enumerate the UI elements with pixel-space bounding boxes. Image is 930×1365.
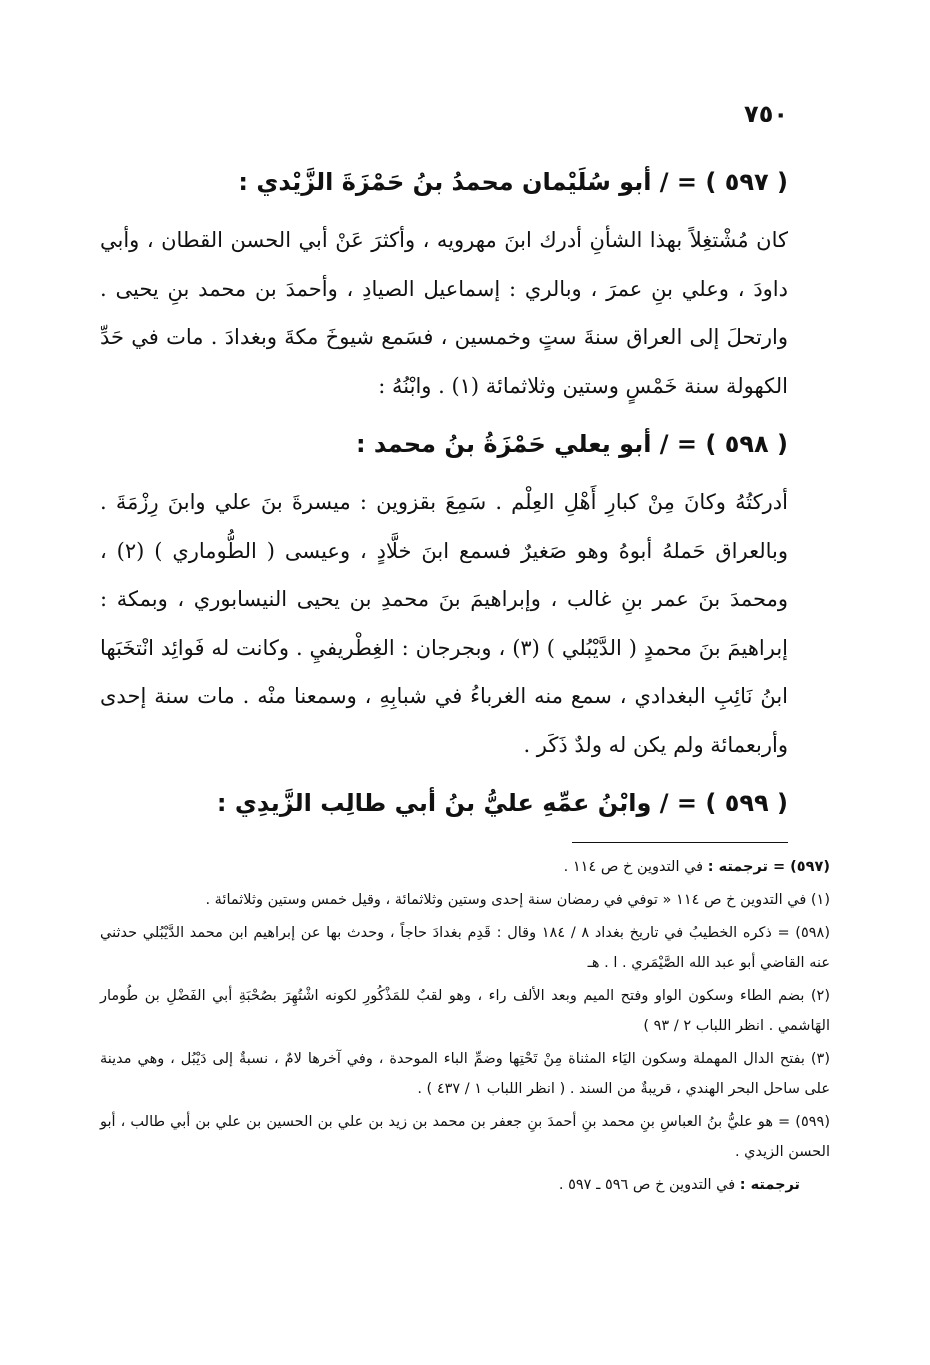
footnote-3 — [100, 1044, 830, 1104]
footnote-597 — [100, 852, 830, 882]
footnote-text: (٥٩٩) = هو عليُّ بنُ العباسِ بنِ محمد بنِ أحمدَ بنِ جعفر بن محمد بن زيد بن علي بن الحسين بن علي بن أبي طالب ، أبو الحسن الزيدي . — [100, 1114, 830, 1160]
entry-text-597: كان مُشْتغِلاً بهذا الشأنِ أدرك ابنَ مهرويه ، وأكثرَ عَنْ أبي الحسن القطان ، وأبي داودَ ، وعلي بنِ عمرَ ، وبالري : إسماعيل الصيادِ ، وأحمدَ بن محمد بنِ يحيى . وارتحلَ إلى العراق سنةَ ستٍ وخمسين ، فسَمع شيوخَ مكةَ وبغدادَ . مات في حَدِّ الكهولة سنة خَمْسٍ وستين وثلاثمائة (١) . وابْنُهُ : — [100, 228, 788, 398]
entry-text-598: أدركتُهُ وكانَ مِنْ كبارِ أَهْلِ العِلْم . سَمِعَ بقزوين : ميسرةَ بنَ علي وابنَ رِزْمَةَ . وبالعراق حَملهُ أبوهُ وهو صَغيرٌ فسمع ابنَ خلَّادٍ ، وعيسى ( الطُّوماري ) (٢) ، ومحمدَ بنَ عمر بنِ غالب ، وإبراهيمَ بنَ محمدِ بن يحيى النيسابوري ، وبمكة : إبراهيمَ بنَ محمدٍ ( الدَّيْبُلي ) (٣) ، وبجرجان : الغِطْريفيِ . وكانت له فَوائِد انْتخَبَها ابنُ نَائِبِ البغدادي ، سمع منه الغرباءُ في شبابِهِ ، وسمعنا منْه . مات سنة إحدى وأربعمائة ولم يكن له ولدٌ ذَكَر . — [100, 490, 788, 757]
footnotes — [100, 852, 830, 1203]
footnote-text: (٥٩٨) = ذكره الخطيبُ في تاريخ بغداد ٨ / ١٨٤ وقال : قَدِم بغدادَ حاجاً ، وحدث بها عن إبراهيم ابن محمد الدَّيْبُلي حدثني عنه القاضي أبو عبد الله الصَّيْمَري . ا . هـ — [100, 925, 831, 971]
footnote-text: (٢) بضم الطاء وسكون الواو وفتح الميم وبعد الألف راء ، وهو لقبٌ للمَذْكُورِ لكونه اشْتُهِرَ بصُحْبَةِ أبي الفَضْلِ بن طُومار الهَاشمي . انظر اللباب ٢ / ٩٣ ) — [100, 988, 830, 1034]
footnote-1 — [100, 885, 830, 915]
footnote-text: في التدوين خ ص ١١٤ . — [563, 859, 708, 875]
footnote-text: (١) في التدوين خ ص ١١٤ « توفي في رمضان سنة إحدى وستين وثلاثمائة ، وقيل خمس وستين وثلاثمائة . — [205, 892, 830, 908]
footnote-label: ترجمته : — [739, 1177, 800, 1193]
footnote-divider — [572, 842, 788, 843]
entry-heading-597: ( ٥٩٧ ) = / أبو سُلَيْمان محمدُ بنُ حَمْزَةَ الزَّيْدي : — [238, 168, 788, 196]
footnote-label: (٥٩٧) = ترجمته : — [707, 859, 830, 875]
footnote-598 — [100, 918, 830, 978]
page-number: ٧٥٠ — [744, 100, 788, 128]
footnote-599-biography — [100, 1170, 830, 1200]
footnote-599 — [100, 1107, 830, 1167]
footnote-text: (٣) بفتح الدال المهملة وسكون اليَاء المثناة مِنْ تَحْتِها وضمِّ الباء الموحدة ، وفي آخرها لامٌ ، نسبةٌ إلى دَيْبُل ، وهي مدينة على ساحل البحر الهندي ، قريبةٌ من السند . ( انظر اللباب ١ / ٤٣٧ ) . — [100, 1051, 830, 1097]
footnote-2 — [100, 981, 830, 1041]
footnote-text: في التدوين خ ص ٥٩٦ ـ ٥٩٧ . — [558, 1177, 740, 1193]
entry-heading-598: ( ٥٩٨ ) = / أبو يعلي حَمْزَةُ بنُ محمد : — [355, 430, 788, 458]
main-text — [100, 160, 788, 837]
entry-heading-599: ( ٥٩٩ ) = / وابْنُ عمِّهِ عليُّ بنُ أبي طالِب الزَّيدِي : — [216, 789, 788, 817]
